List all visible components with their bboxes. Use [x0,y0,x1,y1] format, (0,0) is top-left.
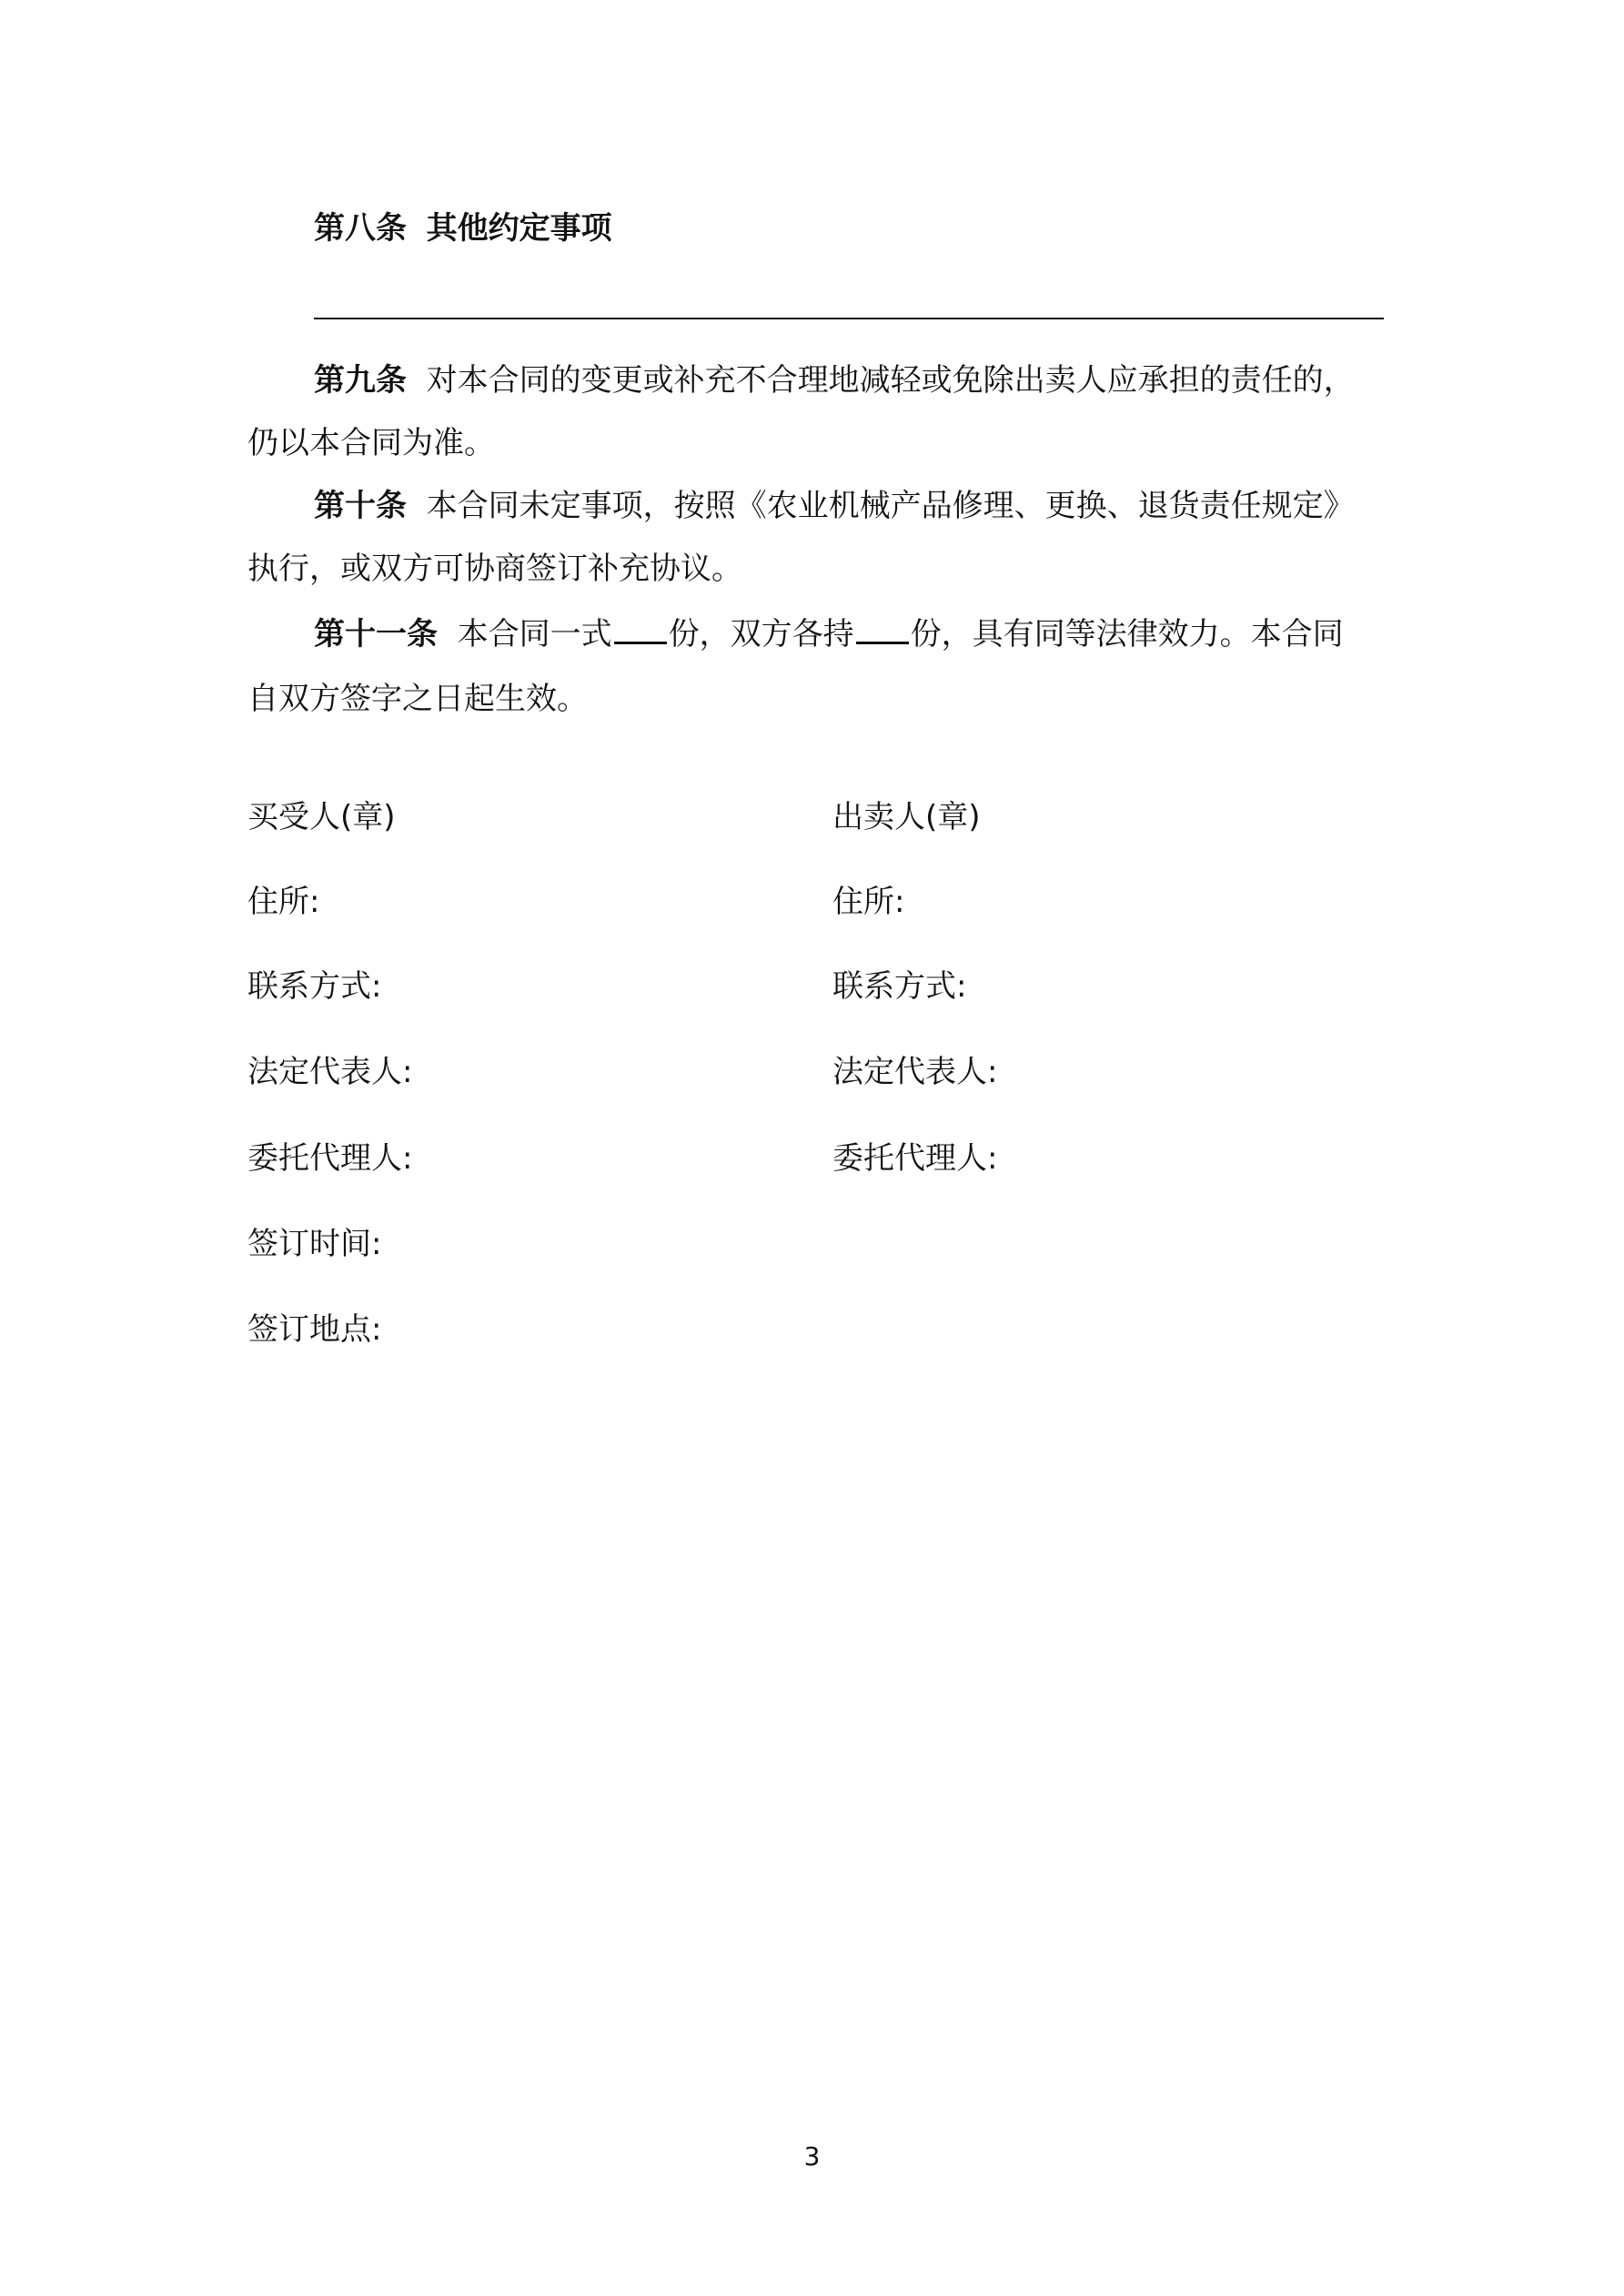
article-9-line-1 [314,359,1355,401]
sign-place-label: 签订地点: [247,1311,382,1348]
article-8 [314,207,612,249]
seller-title: 出卖人(章) [832,799,981,835]
seller-address-label: 住所: [832,884,905,920]
article-10-title: 第十条 [314,488,407,524]
article-11-part-1: 本合同一式 [457,616,612,652]
sign-time-label: 签订时间: [247,1226,382,1262]
buyer-address-label: 住所: [247,884,320,920]
article-11-title: 第十一条 [314,616,438,652]
seller-legal-rep-label: 法定代表人: [832,1054,998,1090]
article-9-title: 第九条 [314,362,407,399]
article-9-text: 对本合同的变更或补充不合理地减轻或免除出卖人应承担的责任的， [426,362,1355,399]
article-9-line-2: 仍以本合同为准。 [247,425,495,461]
article-11-part-2: 份，双方各持 [668,616,854,652]
seller-contact-label: 联系方式: [832,968,967,1005]
article-11-part-3: 份，具有同等法律效力。本合同 [910,616,1344,652]
article-10-text: 本合同未定事项，按照《农业机械产品修理、更换、退货责任规定》 [426,488,1355,524]
fill-in-line [314,318,1384,319]
each-copies-blank[interactable] [856,614,909,644]
article-10-line-1 [314,485,1355,527]
seller-agent-label: 委托代理人: [832,1140,998,1177]
buyer-title: 买受人(章) [247,799,396,835]
buyer-contact-label: 联系方式: [247,968,382,1005]
article-11-line-1 [314,613,1344,655]
copies-blank[interactable] [614,614,667,644]
buyer-agent-label: 委托代理人: [247,1140,413,1177]
article-8-title: 第八条 [314,210,407,247]
article-11-line-2: 自双方签字之日起生效。 [247,681,588,717]
buyer-legal-rep-label: 法定代表人: [247,1054,413,1090]
article-10-line-2: 执行，或双方可协商签订补充协议。 [247,551,742,587]
page-number: 3 [803,2141,821,2171]
article-8-text: 其他约定事项 [426,210,612,247]
